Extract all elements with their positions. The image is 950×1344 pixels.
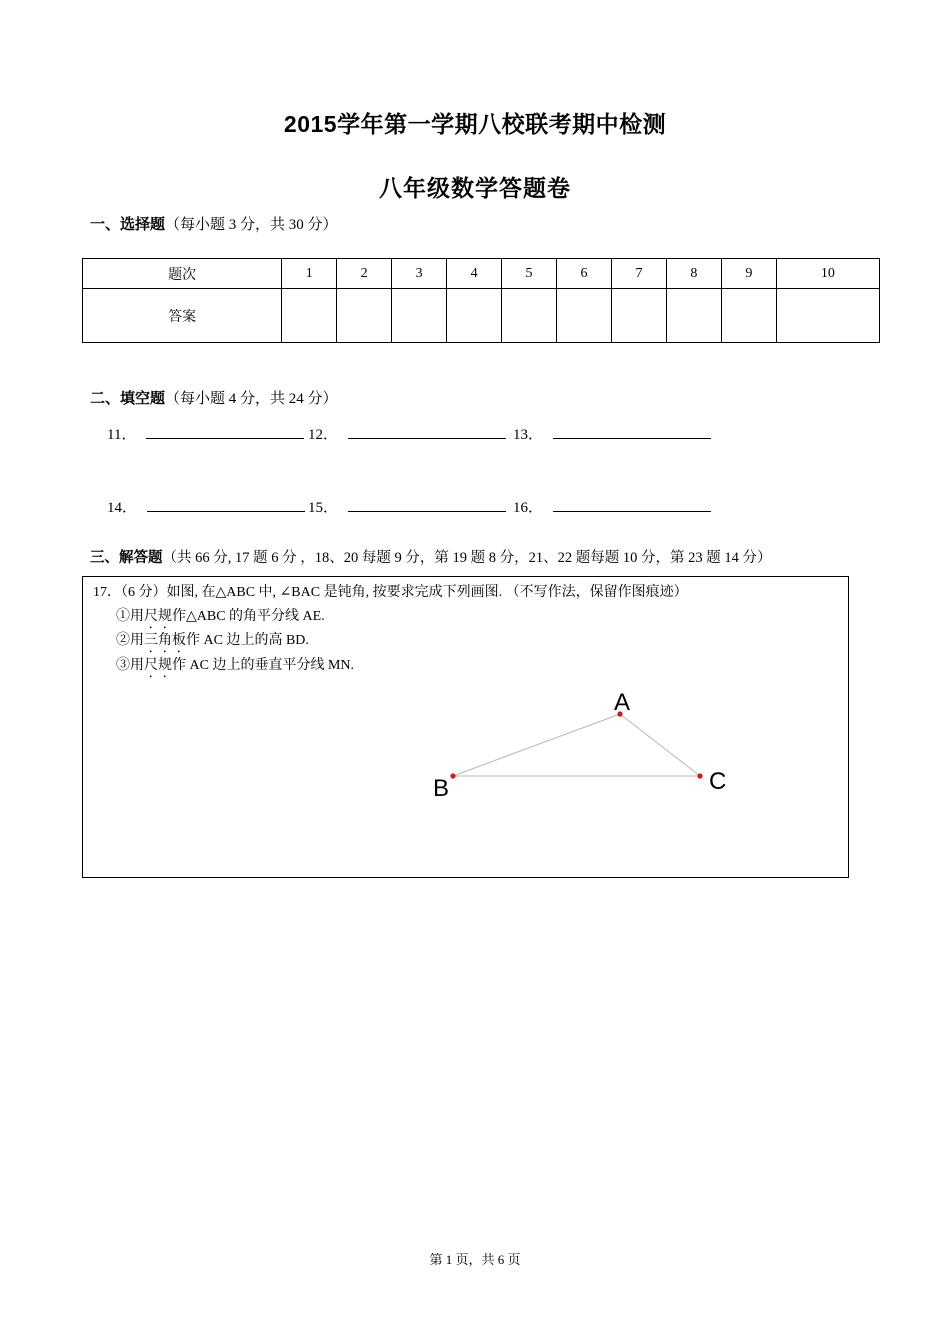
question-17-prompt: 17．（6 分）如图, 在△ABC 中, ∠BAC 是钝角, 按要求完成下列画图. （不写作法，保留作图痕迹） xyxy=(93,585,688,600)
emphasis-text: 尺规 xyxy=(144,609,172,624)
row-label-question-number: 题次 xyxy=(83,259,282,289)
label-a: A xyxy=(614,689,631,716)
section-2-header xyxy=(90,387,338,408)
fill-blank-item xyxy=(107,496,305,517)
question-number: 8 xyxy=(666,259,721,289)
answer-line[interactable] xyxy=(553,497,711,512)
question-17-box xyxy=(82,576,849,878)
exam-title: 2015学年第一学期八校联考期中检测 xyxy=(283,111,667,137)
fill-blank-number: 15． xyxy=(308,500,339,516)
segment-ac xyxy=(620,714,700,776)
emphasis-text: 三角板 xyxy=(144,633,186,648)
section-2-note: （每小题 4 分，共 24 分） xyxy=(165,391,338,407)
answer-cell[interactable] xyxy=(557,289,612,343)
question-number: 6 xyxy=(557,259,612,289)
question-number: 4 xyxy=(447,259,502,289)
point-c xyxy=(697,773,702,778)
fill-blank-number: 14． xyxy=(107,500,138,516)
answer-cell[interactable] xyxy=(392,289,447,343)
item-text: 作 AC 边上的高 BD. xyxy=(186,633,309,648)
page-footer: 第 1 页，共 6 页 xyxy=(429,1252,521,1267)
fill-blank-number: 12． xyxy=(308,427,339,443)
section-1-note: （每小题 3 分，共 30 分） xyxy=(165,217,338,233)
answer-cell[interactable] xyxy=(611,289,666,343)
answer-cell[interactable] xyxy=(502,289,557,343)
answer-cell[interactable] xyxy=(666,289,721,343)
segment-ab xyxy=(453,714,620,776)
triangle-figure xyxy=(83,577,848,877)
item-text: ①用 xyxy=(116,609,144,624)
item-text: ②用 xyxy=(116,633,144,648)
fill-blank-item xyxy=(107,423,304,444)
item-text: ③用 xyxy=(116,658,144,673)
item-text: 作 AC 边上的垂直平分线 MN. xyxy=(172,658,355,673)
section-3-header xyxy=(90,546,772,567)
question-number: 1 xyxy=(282,259,337,289)
answer-cell[interactable] xyxy=(447,289,502,343)
answer-line[interactable] xyxy=(348,497,506,512)
label-c: C xyxy=(709,768,727,795)
question-number: 10 xyxy=(776,259,879,289)
question-number: 5 xyxy=(502,259,557,289)
answer-line[interactable] xyxy=(147,497,305,512)
section-1-heading: 一、选择题 xyxy=(90,216,166,233)
answer-cell[interactable] xyxy=(721,289,776,343)
section-2-heading: 二、填空题 xyxy=(90,390,166,407)
answer-line[interactable] xyxy=(348,424,506,439)
fill-blank-number: 16． xyxy=(513,500,544,516)
question-number: 3 xyxy=(392,259,447,289)
emphasis-text: 尺规 xyxy=(144,658,172,673)
answer-table-answer-row xyxy=(83,289,880,343)
exam-subtitle: 八年级数学答题卷 xyxy=(379,175,571,201)
section-1-header xyxy=(90,213,338,234)
answer-cell[interactable] xyxy=(282,289,337,343)
answer-table xyxy=(82,258,880,343)
fill-blank-item xyxy=(513,496,711,517)
fill-blank-item xyxy=(308,496,506,517)
answer-line[interactable] xyxy=(146,424,304,439)
question-number: 2 xyxy=(337,259,392,289)
row-label-answer: 答案 xyxy=(83,289,282,343)
question-number: 7 xyxy=(611,259,666,289)
answer-line[interactable] xyxy=(553,424,711,439)
fill-blank-number: 13． xyxy=(513,427,544,443)
point-b xyxy=(450,773,455,778)
answer-cell[interactable] xyxy=(776,289,879,343)
fill-blank-item xyxy=(308,423,506,444)
label-b: B xyxy=(433,775,450,802)
item-text: 作△ABC 的角平分线 AE. xyxy=(172,609,325,624)
section-3-note: （共 66 分, 17 题 6 分 ，18、20 每题 9 分，第 19 题 8 分，21、22 题每题 10 分，第 23 题 14 分） xyxy=(162,550,772,566)
answer-cell[interactable] xyxy=(337,289,392,343)
section-3-heading: 三、解答题 xyxy=(90,550,163,566)
question-number: 9 xyxy=(721,259,776,289)
fill-blank-item xyxy=(513,423,711,444)
answer-table-number-row xyxy=(83,259,880,289)
fill-blank-number: 11． xyxy=(107,427,137,443)
